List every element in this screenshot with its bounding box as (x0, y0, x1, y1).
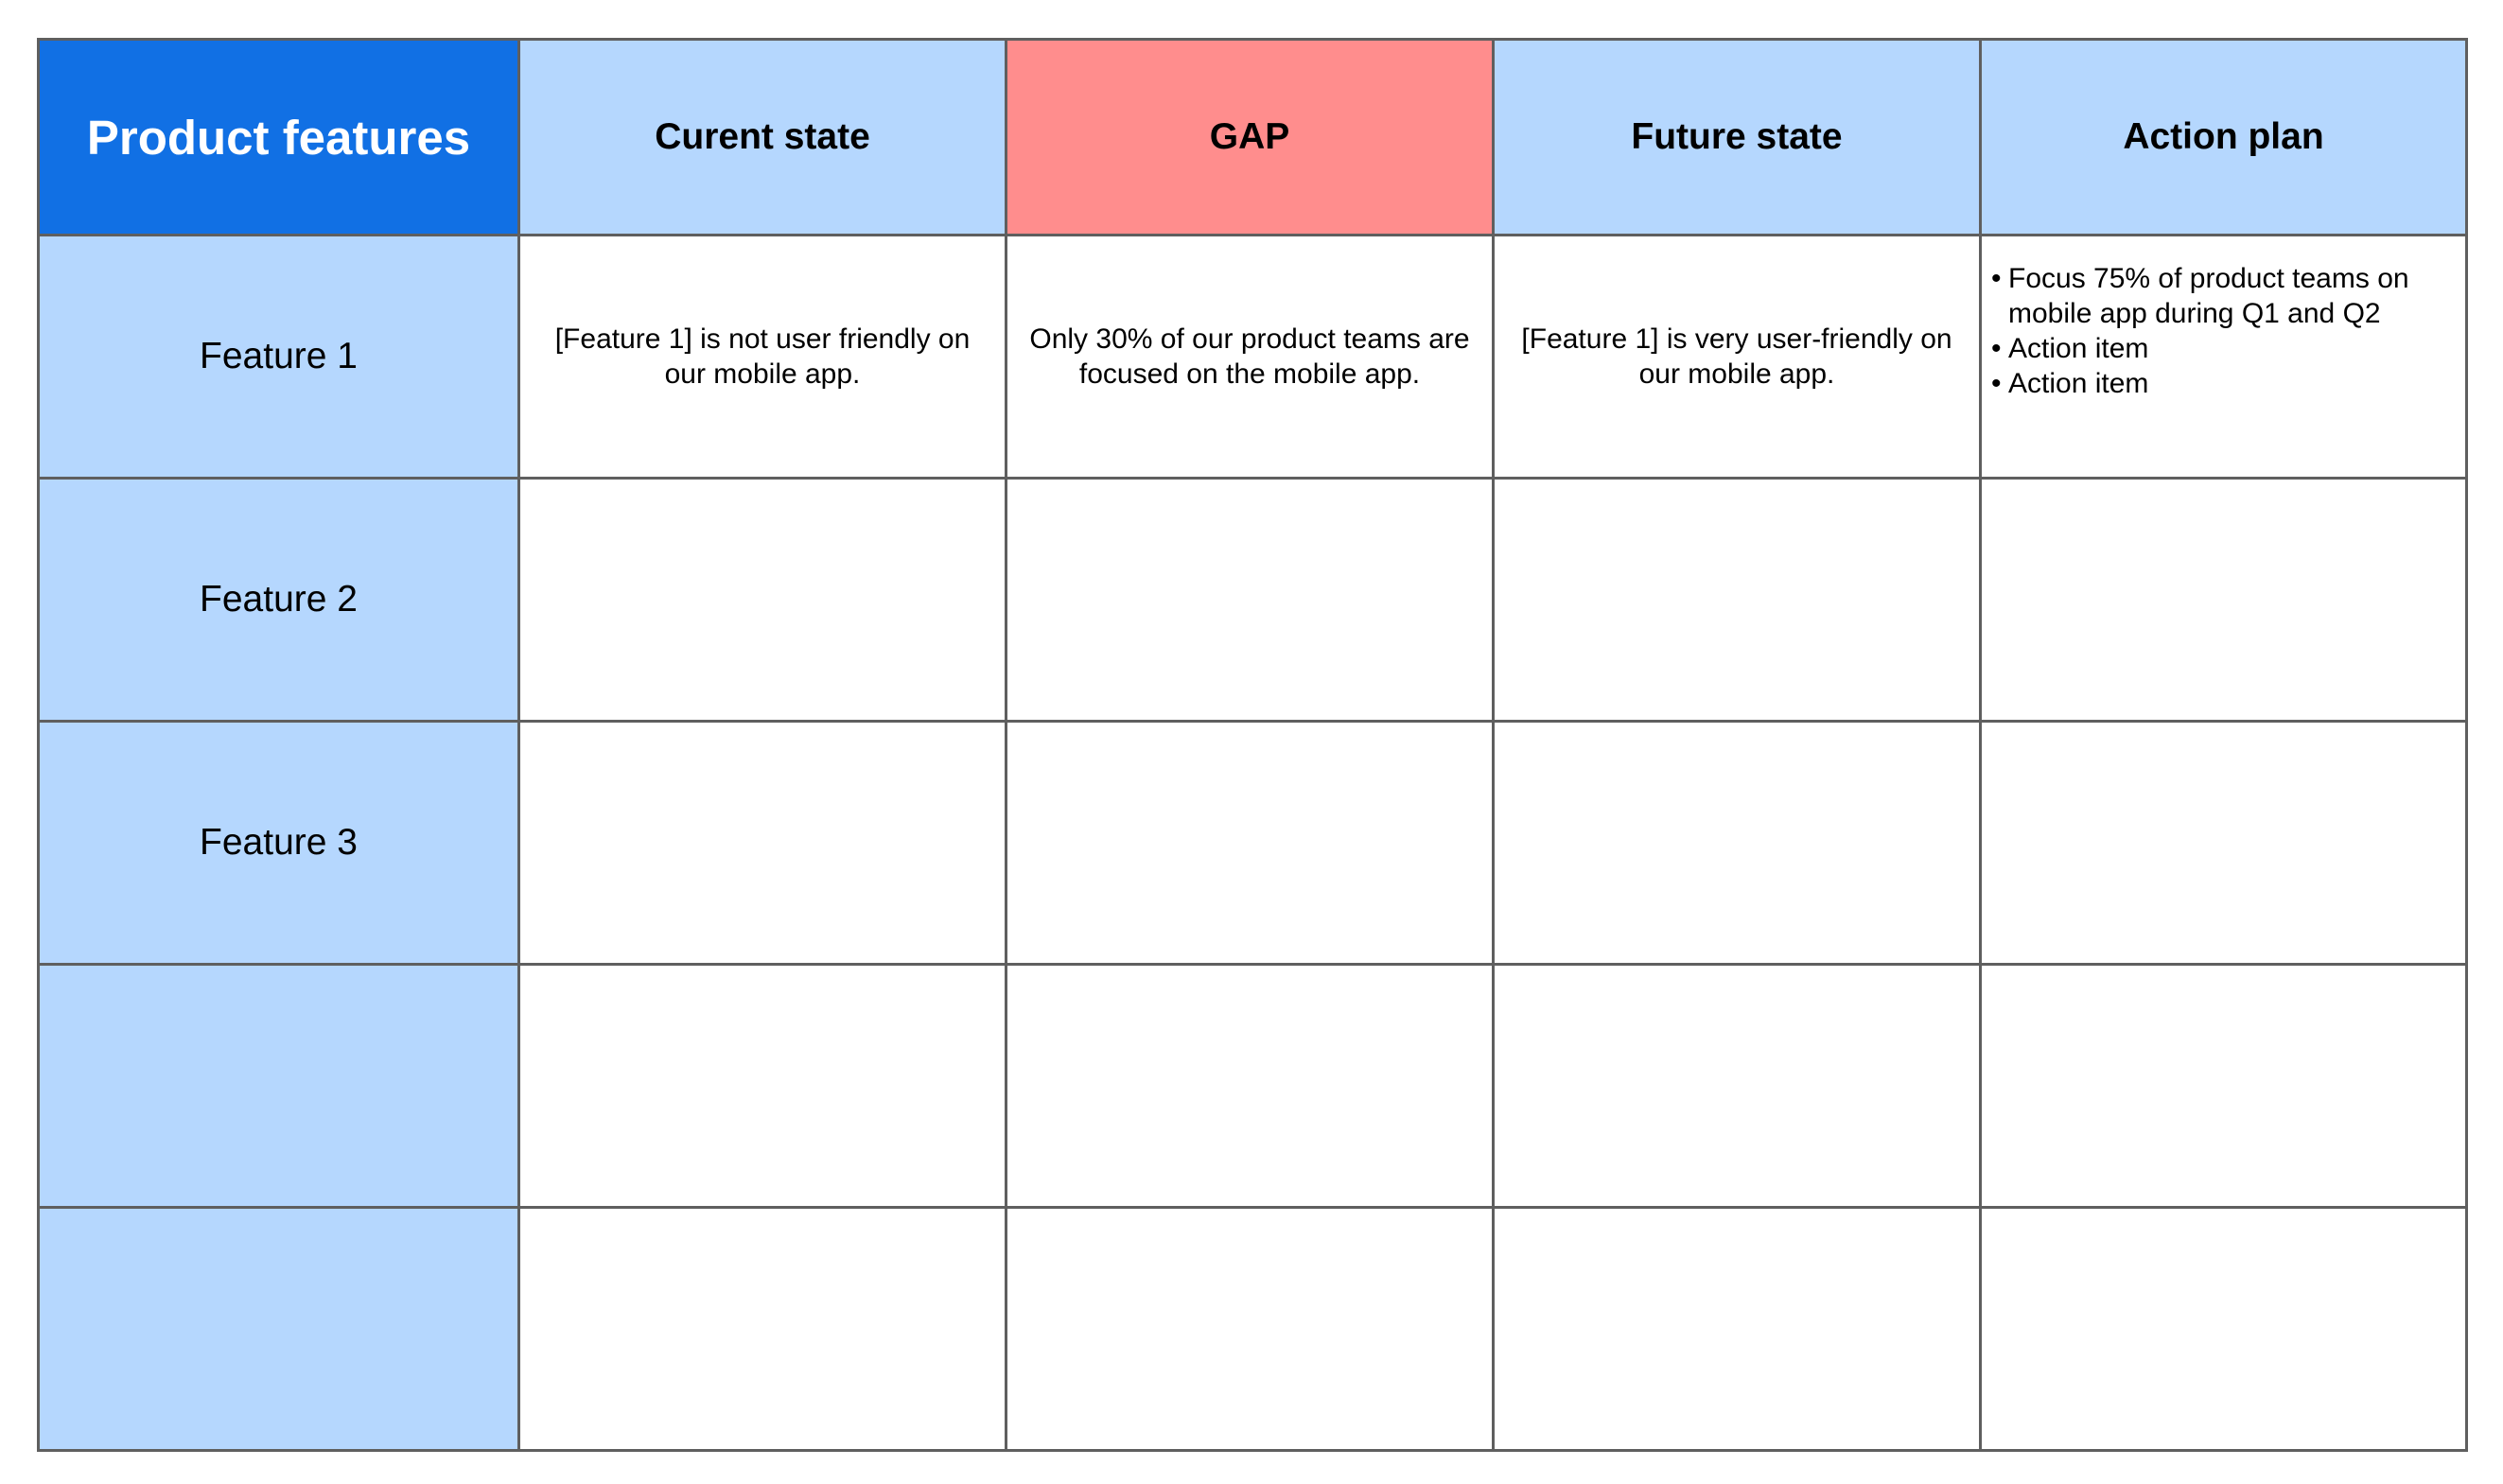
gap-cell (1006, 965, 1494, 1208)
gap-cell (1006, 479, 1494, 722)
row-header-feature-3: Feature 3 (39, 722, 519, 965)
action-plan-cell (1981, 479, 2467, 722)
future-state-cell: [Feature 1] is very user-friendly on our mobile app. (1494, 236, 1981, 479)
future-state-cell (1494, 965, 1981, 1208)
column-header-action-plan: Action plan (1981, 40, 2467, 236)
column-header-gap: GAP (1006, 40, 1494, 236)
column-header-current-state: Curent state (519, 40, 1006, 236)
action-plan-cell (1981, 722, 2467, 965)
gap-cell (1006, 1208, 1494, 1451)
current-state-cell (519, 479, 1006, 722)
bullet-icon: • (1991, 263, 2002, 294)
row-header-empty (39, 965, 519, 1208)
future-state-cell (1494, 1208, 1981, 1451)
column-header-future-state: Future state (1494, 40, 1981, 236)
bullet-icon: • (1991, 333, 2002, 364)
action-plan-cell (1981, 236, 2467, 479)
current-state-cell (519, 965, 1006, 1208)
action-plan-item-text: Action item (2008, 333, 2149, 364)
action-plan-item (1991, 261, 2452, 331)
action-plan-list (1991, 261, 2452, 401)
action-plan-item (1991, 331, 2452, 366)
corner-header-product-features: Product features (39, 40, 519, 236)
future-state-cell (1494, 479, 1981, 722)
future-state-cell (1494, 722, 1981, 965)
row-header-feature-2: Feature 2 (39, 479, 519, 722)
bullet-icon: • (1991, 368, 2002, 399)
table-row (39, 722, 2467, 965)
current-state-cell: [Feature 1] is not user friendly on our mobile app. (519, 236, 1006, 479)
row-header-empty (39, 1208, 519, 1451)
action-plan-item (1991, 366, 2452, 401)
current-state-cell (519, 722, 1006, 965)
header-row (39, 40, 2467, 236)
action-plan-cell (1981, 965, 2467, 1208)
action-plan-cell (1981, 1208, 2467, 1451)
table-row (39, 236, 2467, 479)
table-row (39, 1208, 2467, 1451)
row-header-feature-1: Feature 1 (39, 236, 519, 479)
action-plan-item-text: Action item (2008, 368, 2149, 399)
gap-cell (1006, 722, 1494, 965)
gap-analysis-table (37, 38, 2468, 1452)
gap-cell: Only 30% of our product teams are focused on the mobile app. (1006, 236, 1494, 479)
table-row (39, 479, 2467, 722)
action-plan-item-text: Focus 75% of product teams on mobile app during Q1 and Q2 (2008, 263, 2409, 329)
table-row (39, 965, 2467, 1208)
current-state-cell (519, 1208, 1006, 1451)
